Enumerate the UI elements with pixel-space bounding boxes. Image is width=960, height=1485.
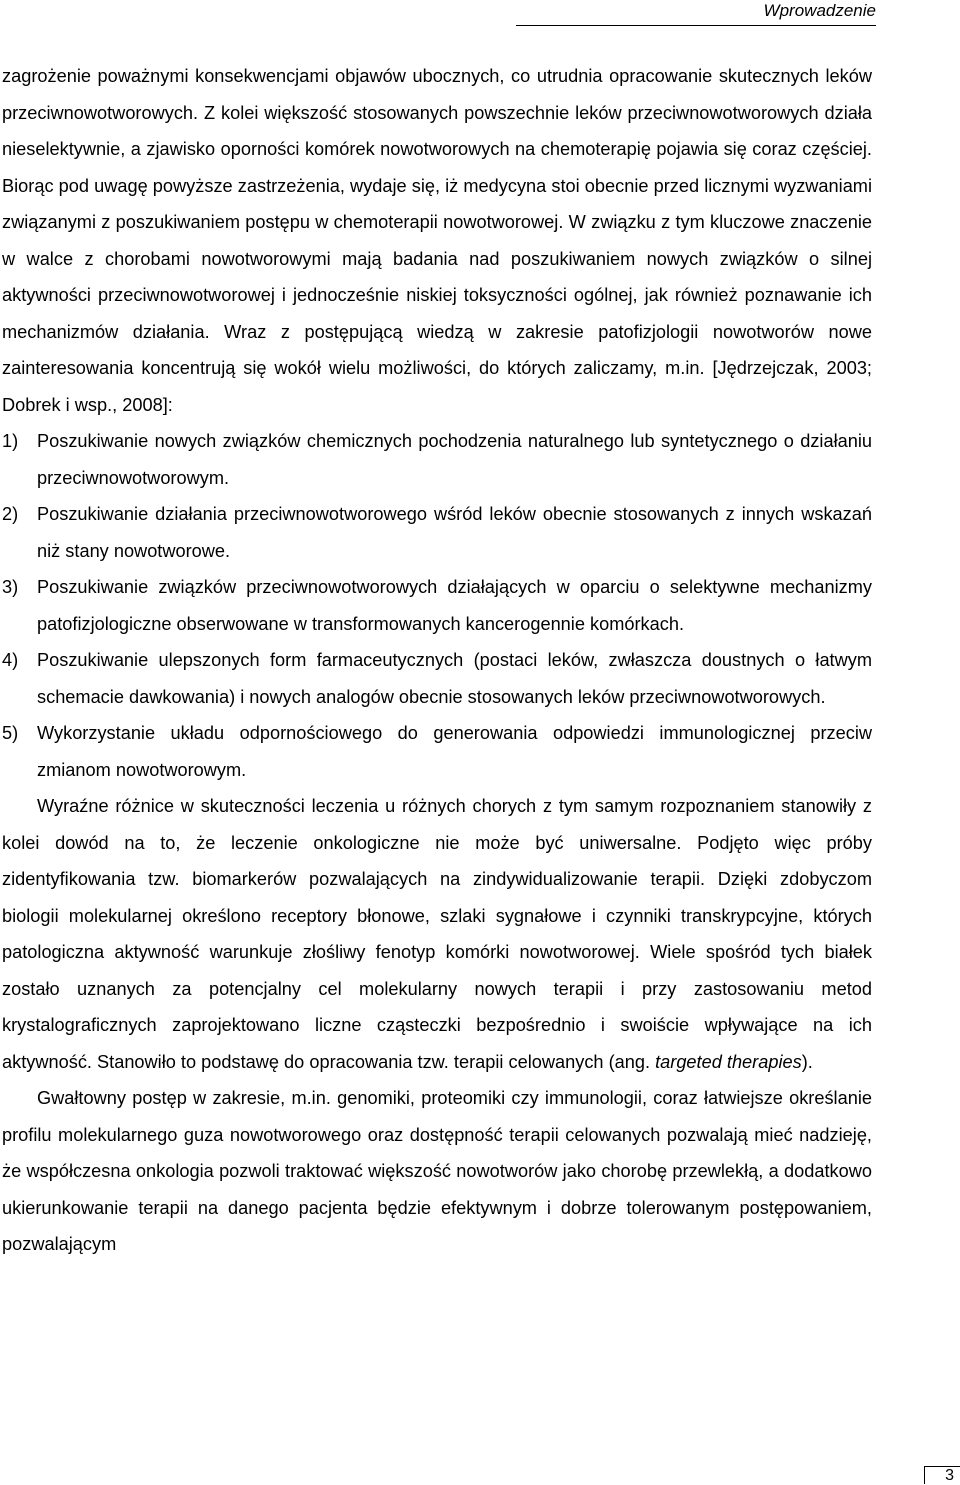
list-item [2,496,872,569]
list-item-text: Poszukiwanie ulepszonych form farmaceutycznych (postaci leków, zwłaszcza doustnych o łatwym schemacie dawkowania) i nowych analogów obecnie stosowanych leków przeciwnowotworowych. [37,650,872,707]
list-item-text: Wykorzystanie układu odpornościowego do generowania odpowiedzi immunologicznej przeciw zmianom nowotworowym. [37,723,872,780]
list-item-text: Poszukiwanie działania przeciwnowotworowego wśród leków obecnie stosowanych z innych wskazań niż stany nowotworowe. [37,504,872,561]
list-item-number: 1) [2,431,19,451]
research-directions-list [2,423,872,788]
list-item [2,715,872,788]
paragraph-targeted-therapies [2,788,872,1080]
list-item-text: Poszukiwanie związków przeciwnowotworowych działających w oparciu o selektywne mechanizmy patofizjologiczne obserwowane w transformowanych kancerogennie komórkach. [37,577,872,634]
list-item-number: 5) [2,723,19,743]
emphasis-term: targeted therapies [655,1051,802,1072]
page-number: 3 [924,1466,960,1484]
running-header: Wprowadzenie [516,0,876,26]
paragraph-intro: zagrożenie poważnymi konsekwencjami objawów ubocznych, co utrudnia opracowanie skutecznych leków przeciwnowotworowych. Z kolei większość stosowanych powszechnie leków przeciwnowotworowych działa nieselektywnie, a zjawisko oporności komórek nowotworowych na chemoterapię pojawia się coraz częściej. Biorąc pod uwagę powyższe zastrzeżenia, wydaje się, iż medycyna stoi obecnie przed licznymi wyzwaniami związanymi z poszukiwaniem postępu w chemoterapii nowotworowej. W związku z tym kluczowe znaczenie w walce z chorobami nowotworowymi mają badania nad poszukiwaniem nowych związków o silnej aktywności przeciwnowotworowej i jednocześnie niskiej toksyczności ogólnej, jak również poznawanie ich mechanizmów działania. Wraz z postępującą wiedzą w zakresie patofizjologii nowotworów nowe zainteresowania koncentrują się wokół wielu możliwości, do których zaliczamy, m.in. [Jędrzejczak, 2003; Dobrek i wsp., 2008]: [2,66,872,415]
list-item-text: Poszukiwanie nowych związków chemicznych pochodzenia naturalnego lub syntetycznego o działaniu przeciwnowotworowym. [37,431,872,488]
list-item [2,642,872,715]
paragraph-progress: Gwałtowny postęp w zakresie, m.in. genomiki, proteomiki czy immunologii, coraz łatwiejsze określanie profilu molekularnego guza nowotworowego oraz dostępność terapii celowanych pozwalają mieć nadzieję, że współczesna onkologia pozwoli traktować większość nowotworów jako chorobę przewlekłą, a dodatkowo ukierunkowanie terapii na danego pacjenta będzie efektywnym i dobrze tolerowanym postępowaniem, pozwalającym [2,1088,872,1254]
list-item-number: 3) [2,577,19,597]
list-item [2,569,872,642]
paragraph-text: Wyraźne różnice w skuteczności leczenia u różnych chorych z tym samym rozpoznaniem stanowiły z kolei dowód na to, że leczenie onkologiczne nie może być uniwersalne. Podjęto więc próby zidentyfikowania tzw. biomarkerów pozwalających na zindywidualizowanie terapii. Dzięki zdobyczom biologii molekularnej określono receptory błonowe, szlaki sygnałowe i czynniki transkrypcyjne, których patologiczna aktywność warunkuje złośliwy fenotyp komórki nowotworowej. Wiele spośród tych białek zostało uznanych za potencjalny cel molekularny nowych terapii i przy zastosowaniu metod krystalograficznych zaprojektowano liczne cząsteczki bezpośrednio i swoiście wpływające na ich aktywność. Stanowiło to podstawę do opracowania tzw. terapii celowanych (ang. [2,796,872,1072]
list-item-number: 2) [2,504,19,524]
list-item-number: 4) [2,650,19,670]
paragraph-text-end: ). [801,1051,813,1072]
page-content [2,58,872,1263]
list-item [2,423,872,496]
